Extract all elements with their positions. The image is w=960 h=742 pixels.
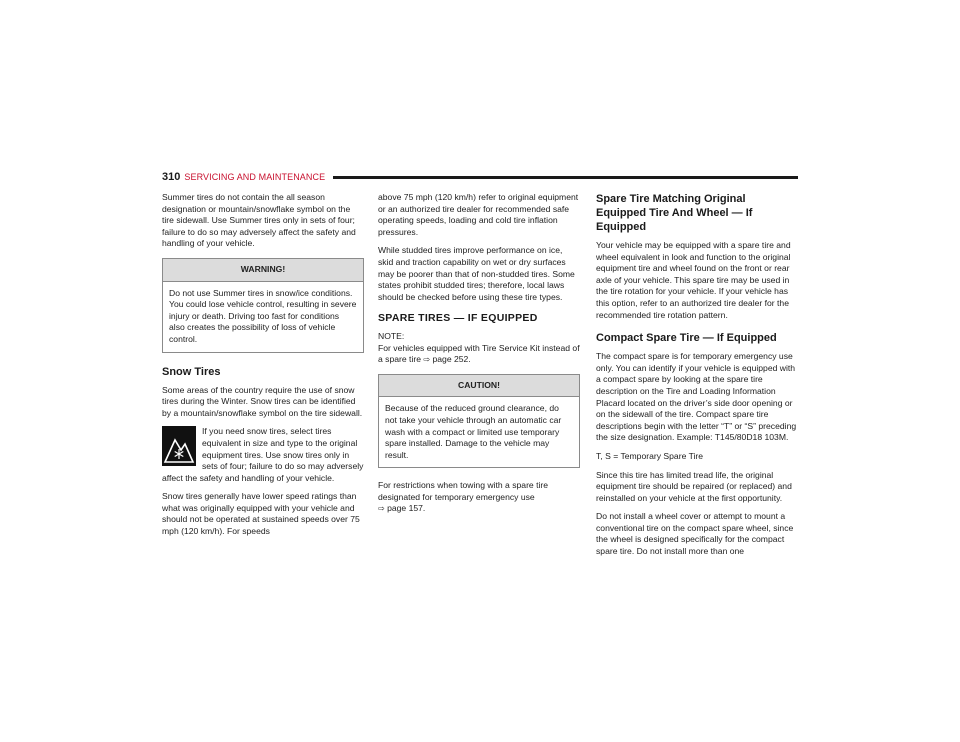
column-right xyxy=(596,192,798,565)
warning-text: Do not use Summer tires in snow/ice conditions. You could lose vehicle control, resulting in severe injury or death. Driving too fast for conditions also creates the possibility of loss of vehicle control. xyxy=(169,287,357,344)
compact-spare-paragraph-3: Since this tire has limited tread life, the original equipment tire should be repaired (or replaced) and reinstalled on your vehicle at the first opportunity. xyxy=(596,469,792,503)
warning-box xyxy=(162,258,364,353)
snow-tires-paragraph-1: Some areas of the country require the use of snow tires during the Winter. Snow tires can be identified by a mountain/snowflake symbol on the tire sidewall. xyxy=(162,384,363,418)
studded-tires-paragraph: While studded tires improve performance on ice, skid and traction capability on wet or dry surfaces may be poorer than that of non-studded tires. Some states prohibit studded tires; therefore, local laws should be checked before using these tire types. xyxy=(378,245,575,302)
compact-spare-paragraph-4: Do not install a wheel cover or attempt to mount a conventional tire on the compact spare wheel, since the wheel is designed specifically for the compact spare tire. Do not install more than one xyxy=(596,511,794,557)
towing-page-link[interactable]: page 157. xyxy=(387,503,426,514)
compact-spare-paragraph-2: T, S = Temporary Spare Tire xyxy=(596,450,704,461)
mountain-snowflake-icon xyxy=(162,426,196,466)
page-number: 310 xyxy=(162,171,181,183)
caution-box xyxy=(378,374,580,469)
snow-symbol-block xyxy=(162,426,364,491)
compact-spare-heading: Compact Spare Tire — If Equipped xyxy=(596,332,777,345)
note-paragraph xyxy=(378,331,580,366)
speeds-paragraph: above 75 mph (120 km/h) refer to original equipment or an authorized tire dealer for recommended safe operating speeds, loading and cold tire inflation pressures. xyxy=(378,192,579,237)
spare-tires-heading: SPARE TIRES — IF EQUIPPED xyxy=(378,312,538,325)
compact-spare-paragraph-1: The compact spare is for temporary emergency use only. You can identify if your vehicle is equipped with a compact spare by looking at the spare tire description on the Tire and Loading Information Placard located on the driver’s side door opening or on the sidewall of the tire. Compact spare tire descriptions begin with the letter “T” or “S” preceding the size designation. Example: T145/80D18 103M. xyxy=(596,351,797,443)
snow-tires-paragraph-2: If you need snow tires, select tires equivalent in size and type to the original equipment tires. Use snow tires only in sets of four; failure to do so may adversely affect the safety and handling of your vehicle. xyxy=(162,426,364,483)
column-left xyxy=(162,192,364,545)
note-page-link[interactable]: page 252. xyxy=(432,354,471,365)
section-title: SERVICING AND MAINTENANCE xyxy=(184,172,326,182)
caution-text: Because of the reduced ground clearance, do not take your vehicle through an automatic car wash with a compact or limited use temporary spare installed. Damage to the vehicle may result. xyxy=(385,403,562,460)
arrow-right-icon: ⇨ xyxy=(378,504,385,514)
note-text: For vehicles equipped with Tire Service Kit instead of a spare tire xyxy=(378,342,580,365)
snow-tires-heading: Snow Tires xyxy=(162,365,221,378)
towing-paragraph xyxy=(378,480,580,515)
column-middle xyxy=(378,192,580,522)
page-header xyxy=(162,170,798,184)
snow-tires-paragraph-3: Snow tires generally have lower speed ratings than what was originally equipped with your vehicle and should not be operated at sustained speeds over 75 mph (120 km/h). For speeds xyxy=(162,491,360,537)
summer-tires-paragraph: Summer tires do not contain the all season designation or mountain/snowflake symbol on the tire sidewall. Use Summer tires only in sets of four; failure to do so may adversely affect the safety and handling of your vehicle. xyxy=(162,192,356,249)
header-rule xyxy=(333,176,798,179)
warning-title: WARNING! xyxy=(163,259,363,282)
towing-text: For restrictions when towing with a spare tire designated for temporary emergency use xyxy=(378,480,549,502)
note-label: NOTE: xyxy=(378,330,405,341)
caution-title: CAUTION! xyxy=(379,375,579,398)
arrow-right-icon: ⇨ xyxy=(423,355,431,365)
matching-spare-paragraph: Your vehicle may be equipped with a spare tire and wheel equivalent in look and function to the original equipment tire and wheel found on the front or rear axle of your vehicle. This spare tire may be used in the tire rotation for your vehicle. If your vehicle has this option, refer to an authorized tire dealer for the recommended tire rotation pattern. xyxy=(596,240,791,320)
matching-spare-heading: Spare Tire Matching Original Equipped Tire And Wheel — If Equipped xyxy=(596,193,753,233)
